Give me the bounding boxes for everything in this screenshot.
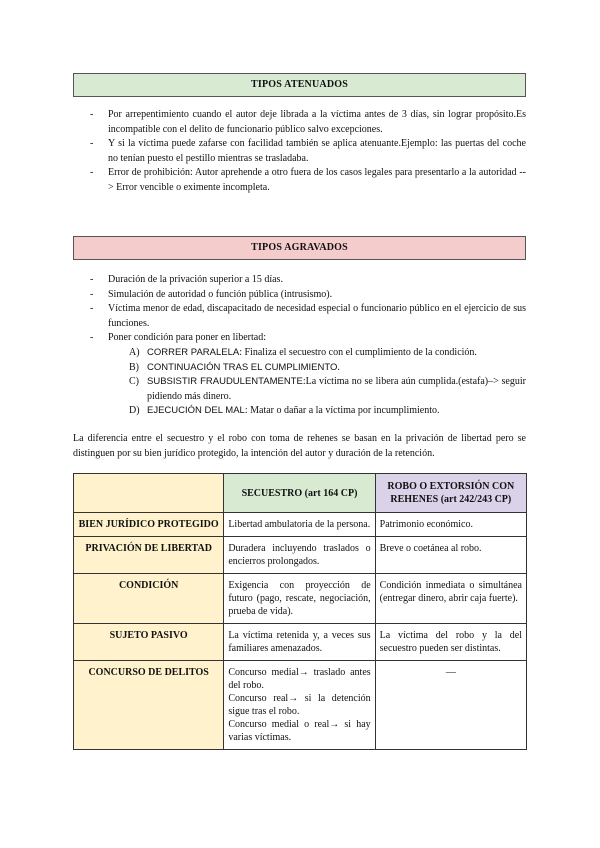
list-item-text: Poner condición para poner en libertad:	[108, 332, 266, 344]
robo-cell: Breve o coetánea al robo.	[375, 537, 526, 574]
condition-text: .	[337, 361, 340, 373]
table-row	[74, 537, 527, 574]
condition-item	[129, 361, 526, 376]
condition-text: : Finaliza el secuestro con el cumplimiento de la condición.	[239, 346, 477, 358]
list-item: - Duración de la privación superior a 15 días.	[90, 273, 526, 288]
condition-letter: A)	[129, 346, 140, 358]
comparison-paragraph: La diferencia entre el secuestro y el robo con toma de rehenes se basan en la privación de libertad pero se distinguen por su bien jurídico protegido, la intención del autor y duración de la retención.	[73, 433, 526, 459]
cell-line: Libertad ambulatoria de la persona.	[228, 519, 371, 530]
table-header-blank	[74, 474, 224, 513]
cell-line: La víctima retenida y, a veces sus familiares amenazados.	[228, 630, 371, 654]
condition-letter: B)	[129, 361, 139, 373]
cell-line: Concurso real→ si la detención sigue tras el robo.	[228, 693, 371, 717]
row-label: BIEN JURÍDICO PROTEGIDO	[74, 513, 224, 537]
list-item: - Y si la víctima puede zafarse con facilidad también se aplica atenuante.Ejemplo: las puertas del coche no tenían puesto el pestillo mientras se trasladaba.	[90, 137, 526, 166]
section-title-agravados: TIPOS AGRAVADOS	[73, 236, 526, 260]
table-header-row	[74, 474, 527, 513]
robo-cell: —	[375, 661, 526, 750]
list-item: - Error de prohibición: Autor aprehende a otro fuera de los casos legales para presentarlo a la autoridad --> Error vencible o eximente incompleta.	[90, 166, 526, 195]
secuestro-cell	[224, 661, 375, 750]
condition-text: :La víctima no se libera aún cumplida.(estafa)–> seguir pidiendo más dinero.	[147, 376, 526, 402]
condition-label: EJECUCIÓN DEL MAL	[147, 405, 245, 417]
cell-line: Concurso medial→ traslado antes del robo.	[228, 667, 371, 691]
condition-item	[129, 375, 526, 404]
secuestro-cell	[224, 513, 375, 537]
condition-label: SUBSISTIR FRAUDULENTAMENTE	[147, 376, 303, 388]
list-item: - Por arrepentimiento cuando el autor deje librada a la víctima antes de 3 días, sin lograr propósito.Es incompatible con el delito de funcionario público salvo excepciones.	[90, 108, 526, 137]
list-item	[90, 331, 526, 419]
table-header-secuestro: SECUESTRO (art 164 CP)	[224, 474, 375, 513]
section-title-atenuados: TIPOS ATENUADOS	[73, 73, 526, 97]
list-item: - Víctima menor de edad, discapacitado de necesidad especial o funcionario público en el ejercicio de sus funciones.	[90, 302, 526, 331]
table-row	[74, 574, 527, 624]
condition-item	[129, 346, 526, 361]
condition-text: : Matar o dañar a la víctima por incumplimiento.	[244, 405, 440, 417]
row-label: PRIVACIÓN DE LIBERTAD	[74, 537, 224, 574]
table-header-robo: ROBO O EXTORSIÓN CON REHENES (art 242/243 CP)	[375, 474, 526, 513]
cell-line: Concurso medial o real→ si hay varias víctimas.	[228, 719, 371, 743]
secuestro-cell	[224, 537, 375, 574]
list-item: - Simulación de autoridad o función pública (intrusismo).	[90, 288, 526, 303]
condition-item	[129, 404, 526, 419]
secuestro-cell	[224, 624, 375, 661]
cell-line: Duradera incluyendo traslados o encierros prolongados.	[228, 543, 371, 567]
condition-label: CORRER PARALELA	[147, 346, 240, 358]
robo-cell: Patrimonio económico.	[375, 513, 526, 537]
comparison-table	[73, 473, 527, 750]
table-row	[74, 661, 527, 750]
robo-cell: Condición inmediata o simultánea (entregar dinero, abrir caja fuerte).	[375, 574, 526, 624]
condition-label: CONTINUACIÓN TRAS EL CUMPLIMIENTO	[147, 361, 338, 373]
conditions-list	[129, 346, 526, 419]
atenuados-list	[90, 108, 526, 196]
cell-line: Exigencia con proyección de futuro (pago, rescate, negociación, prueba de vida).	[228, 580, 371, 617]
secuestro-cell	[224, 574, 375, 624]
row-label: SUJETO PASIVO	[74, 624, 224, 661]
condition-letter: C)	[129, 376, 139, 388]
agravados-list	[90, 273, 526, 419]
table-row	[74, 513, 527, 537]
row-label: CONCURSO DE DELITOS	[74, 661, 224, 750]
table-row	[74, 624, 527, 661]
robo-cell: La víctima del robo y la del secuestro pueden ser distintas.	[375, 624, 526, 661]
row-label: CONDICIÓN	[74, 574, 224, 624]
condition-letter: D)	[129, 405, 140, 417]
